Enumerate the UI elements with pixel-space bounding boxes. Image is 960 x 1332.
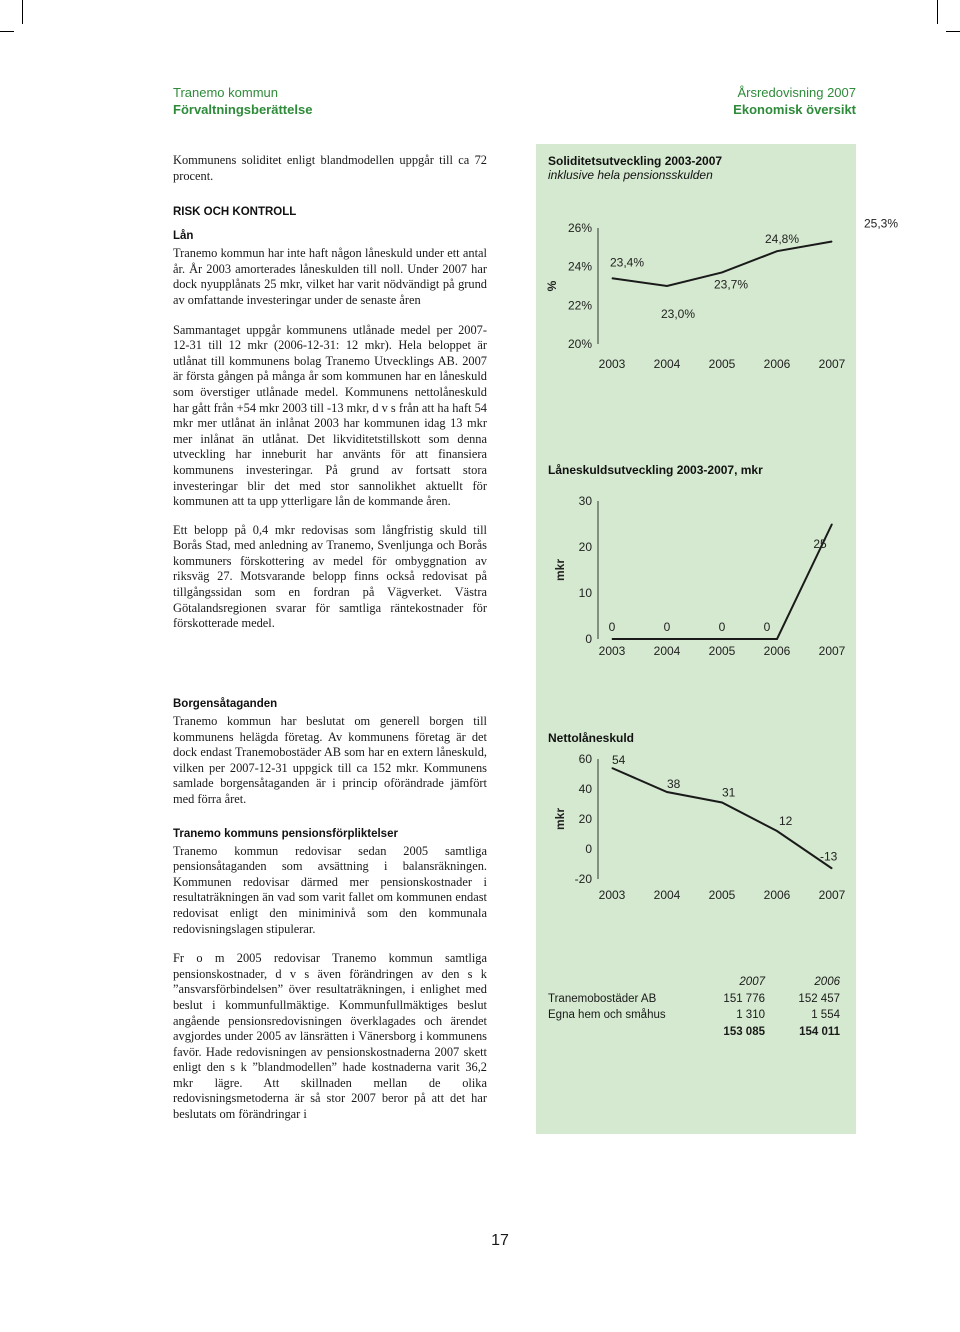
lan-paragraph-2: Sammantaget uppgår kommunens utlånade medel per 2007-12-31 till 12 mkr (2006-12-31: 12 mkr). Hela beloppet är utlånat till kommunens bolag Tranemo Utvecklings AB. 2007 är första gången på många år som kommunen har en låneskuld som överstiger utlånade medel. Kommunens nettolåneskuld har gått från +54 mkr 2003 till -13 mkr, d v s från att ha haft 54 mkr mer utlånat än inlånat 2003 har kommunen idag 13 mkr mer inlånat än utlånat. Det likviditetstillskott som denna utveckling har inneburit har använts för att finansiera kommunens investeringar. På grund av fortsatt stora investeringar blir det med stor sannolikhet aktuellt för kommunen att ta upp ytterligare lån de kommande åren. xyxy=(173,322,487,509)
data-label: -13 xyxy=(820,849,838,864)
chart-nettolaneskuld xyxy=(536,745,856,905)
chart2-title: Låneskuldsutveckling 2003-2007, mkr xyxy=(548,463,763,477)
data-point xyxy=(832,241,833,242)
data-label: 38 xyxy=(667,777,681,791)
y-tick-label: 24% xyxy=(567,259,592,274)
report-title: Årsredovisning 2007 xyxy=(737,85,856,100)
data-point xyxy=(777,831,778,832)
lan-paragraph-3: Ett belopp på 0,4 mkr redovisas som långfristig skuld till Borås Stad, med anledning av Tranemo, Svenljunga och Borås kommuners förskottering av medel för ombyggnation av riksväg 27. Motsvarande belopp finns också redovisat på tillgångssidan som en fordran på Vägverket. Västra Götalandsregionen svarar för samtliga räntekostnader för förskotterade medel. xyxy=(173,522,487,631)
y-axis-label: % xyxy=(545,280,559,292)
chapter-title: Ekonomisk översikt xyxy=(733,102,856,117)
x-tick-label: 2005 xyxy=(708,888,736,902)
x-tick-label: 2005 xyxy=(708,644,736,658)
table-cell: 1 310 xyxy=(736,1009,765,1022)
x-tick-label: 2007 xyxy=(818,888,846,902)
data-label: 0 xyxy=(763,620,771,634)
chart1-title-block xyxy=(548,154,722,182)
data-point xyxy=(667,286,668,287)
y-tick-label: 20 xyxy=(578,812,592,826)
x-tick-label: 2006 xyxy=(763,357,791,371)
borg-paragraph: Tranemo kommun har beslutat om generell borgen till kommunens helägda företag. Av kommunens företag är det dock endast Tranemobostäder AB som har en extern låneskuld, vilken per 2007-12-31 uppgick till ca 152 mkr. Kommunens samlade borgensåtaganden är i princip oförändrade jämfört med förra året. xyxy=(173,714,487,806)
data-point xyxy=(722,639,723,640)
header-left xyxy=(173,84,312,118)
x-tick-label: 2007 xyxy=(818,357,846,371)
x-tick-label: 2005 xyxy=(708,357,736,371)
x-tick-label: 2007 xyxy=(818,644,846,658)
y-tick-label: -20 xyxy=(574,872,592,886)
section-title: Förvaltningsberättelse xyxy=(173,102,313,117)
y-tick-label: 30 xyxy=(578,494,592,508)
borg-heading: Borgensåtaganden xyxy=(173,698,278,710)
table-cell: 1 554 xyxy=(811,1009,840,1022)
pension-paragraph-1: Tranemo kommun redovisar sedan 2005 samtliga pensionsåtaganden som avsättning i balansräkningen. Kommunen redovisar därmed mer pensionskostnader i resultaträkningen än vad som varit fallet om kommunen endast redovisat enligt den miniminivå som den kommunala redovisningslagen stipulerar. xyxy=(173,843,487,936)
chart1-title: Soliditetsutveckling 2003-2007 xyxy=(548,154,723,168)
crop-mark xyxy=(0,31,14,32)
data-label: 23,0% xyxy=(661,307,696,321)
chart3-title: Nettolåneskuld xyxy=(548,731,635,745)
x-tick-label: 2004 xyxy=(653,357,681,371)
data-label: 25,3% xyxy=(864,216,899,231)
data-point xyxy=(777,639,778,640)
data-label: 25 xyxy=(813,537,827,551)
table-col-2006: 2006 xyxy=(814,976,840,989)
table-header-row xyxy=(548,974,840,991)
y-tick-label: 26% xyxy=(567,221,592,235)
y-axis-label: mkr xyxy=(553,558,567,582)
data-point xyxy=(667,639,668,640)
data-point xyxy=(612,278,613,279)
data-point xyxy=(777,251,778,252)
pension-paragraph-2: Fr o m 2005 redovisar Tranemo kommun samtliga pensionskostnader, d v s även förändringen av den s k ”ansvarsförbindelsen” över resultaträkningen, i enlighet med beslut i kommunfullmäktige. Kommunfullmäktiges beslut angående pensionsredovisningen överklagades och ärendet avgjordes under 2005 av länsrätten i Vänersborg i kommunens favör. Hade redovisningen av pensionskostnaderna 2007 skett enligt den s k ”blandmodellen” hade kostnaderna varit 36,2 mkr lägre. Att skillnaden mellan de olika redovisningsmetoderna är så stor 2007 beror på att det har beslutats om förändringar i xyxy=(173,951,487,1122)
data-label: 12 xyxy=(779,814,793,828)
y-tick-label: 10 xyxy=(578,586,592,600)
data-point xyxy=(722,802,723,803)
lan-heading: Lån xyxy=(173,230,194,243)
x-tick-label: 2003 xyxy=(598,357,626,371)
table-col-2007: 2007 xyxy=(739,976,765,989)
data-label: 54 xyxy=(612,753,626,767)
data-point xyxy=(612,639,613,640)
data-point xyxy=(722,272,723,273)
crop-mark xyxy=(946,31,960,32)
series-line xyxy=(612,768,832,869)
data-point xyxy=(832,524,833,525)
borgen-table xyxy=(548,974,840,1040)
y-tick-label: 40 xyxy=(578,782,592,796)
y-tick-label: 20 xyxy=(578,540,592,554)
x-tick-label: 2004 xyxy=(653,888,681,902)
table-cell: 152 457 xyxy=(798,992,840,1005)
data-label: 0 xyxy=(608,620,616,634)
risk-heading: RISK OCH KONTROLL xyxy=(173,206,297,219)
chart1-subtitle: inklusive hela pensionsskulden xyxy=(548,168,713,182)
pension-heading: Tranemo kommuns pensionsförpliktelser xyxy=(173,827,398,840)
x-tick-label: 2006 xyxy=(763,888,791,902)
table-row xyxy=(548,991,840,1008)
data-label: 23,7% xyxy=(714,277,749,292)
data-point xyxy=(832,868,833,869)
data-label: 0 xyxy=(718,620,726,634)
data-point xyxy=(667,792,668,793)
table-row-label: Egna hem och småhus xyxy=(548,1009,666,1022)
table-total-2006: 154 011 xyxy=(799,1025,840,1038)
y-tick-label: 0 xyxy=(585,632,592,646)
data-point xyxy=(612,768,613,769)
chart-soliditet xyxy=(536,210,899,380)
data-label: 24,8% xyxy=(765,232,800,247)
header-right xyxy=(733,84,856,118)
chart-laneskuld xyxy=(536,485,856,665)
data-label: 0 xyxy=(663,620,671,634)
x-tick-label: 2003 xyxy=(598,888,626,902)
y-tick-label: 22% xyxy=(567,298,592,313)
table-cell: 151 776 xyxy=(723,992,765,1005)
data-label: 23,4% xyxy=(610,255,645,270)
y-tick-label: 20% xyxy=(567,337,592,351)
table-row-label: Tranemobostäder AB xyxy=(548,992,657,1005)
crop-mark xyxy=(937,0,938,24)
data-label: 31 xyxy=(722,785,736,800)
y-axis-label: mkr xyxy=(553,807,567,831)
intro-paragraph: Kommunens soliditet enligt blandmodellen uppgår till ca 72 procent. xyxy=(173,153,487,183)
left-column-lower xyxy=(173,698,487,1134)
lan-paragraph-1: Tranemo kommun har inte haft någon låneskuld under ett antal år. År 2003 amorterades låneskulden till noll. Under 2007 har dock nyupplånats 25 mkr, vilket har varit nödvändigt på grund av omfattande investeringar under de senaste åren xyxy=(173,246,487,307)
table-total-row xyxy=(548,1024,840,1041)
y-tick-label: 60 xyxy=(578,752,592,766)
municipality-name: Tranemo kommun xyxy=(173,85,278,100)
x-tick-label: 2004 xyxy=(653,644,681,658)
y-tick-label: 0 xyxy=(585,842,592,856)
table-row xyxy=(548,1007,840,1024)
page-number: 17 xyxy=(491,1232,509,1249)
left-column xyxy=(173,153,487,643)
x-tick-label: 2003 xyxy=(598,644,626,658)
table-total-2007: 153 085 xyxy=(723,1025,765,1038)
crop-mark xyxy=(22,0,23,24)
x-tick-label: 2006 xyxy=(763,644,791,658)
